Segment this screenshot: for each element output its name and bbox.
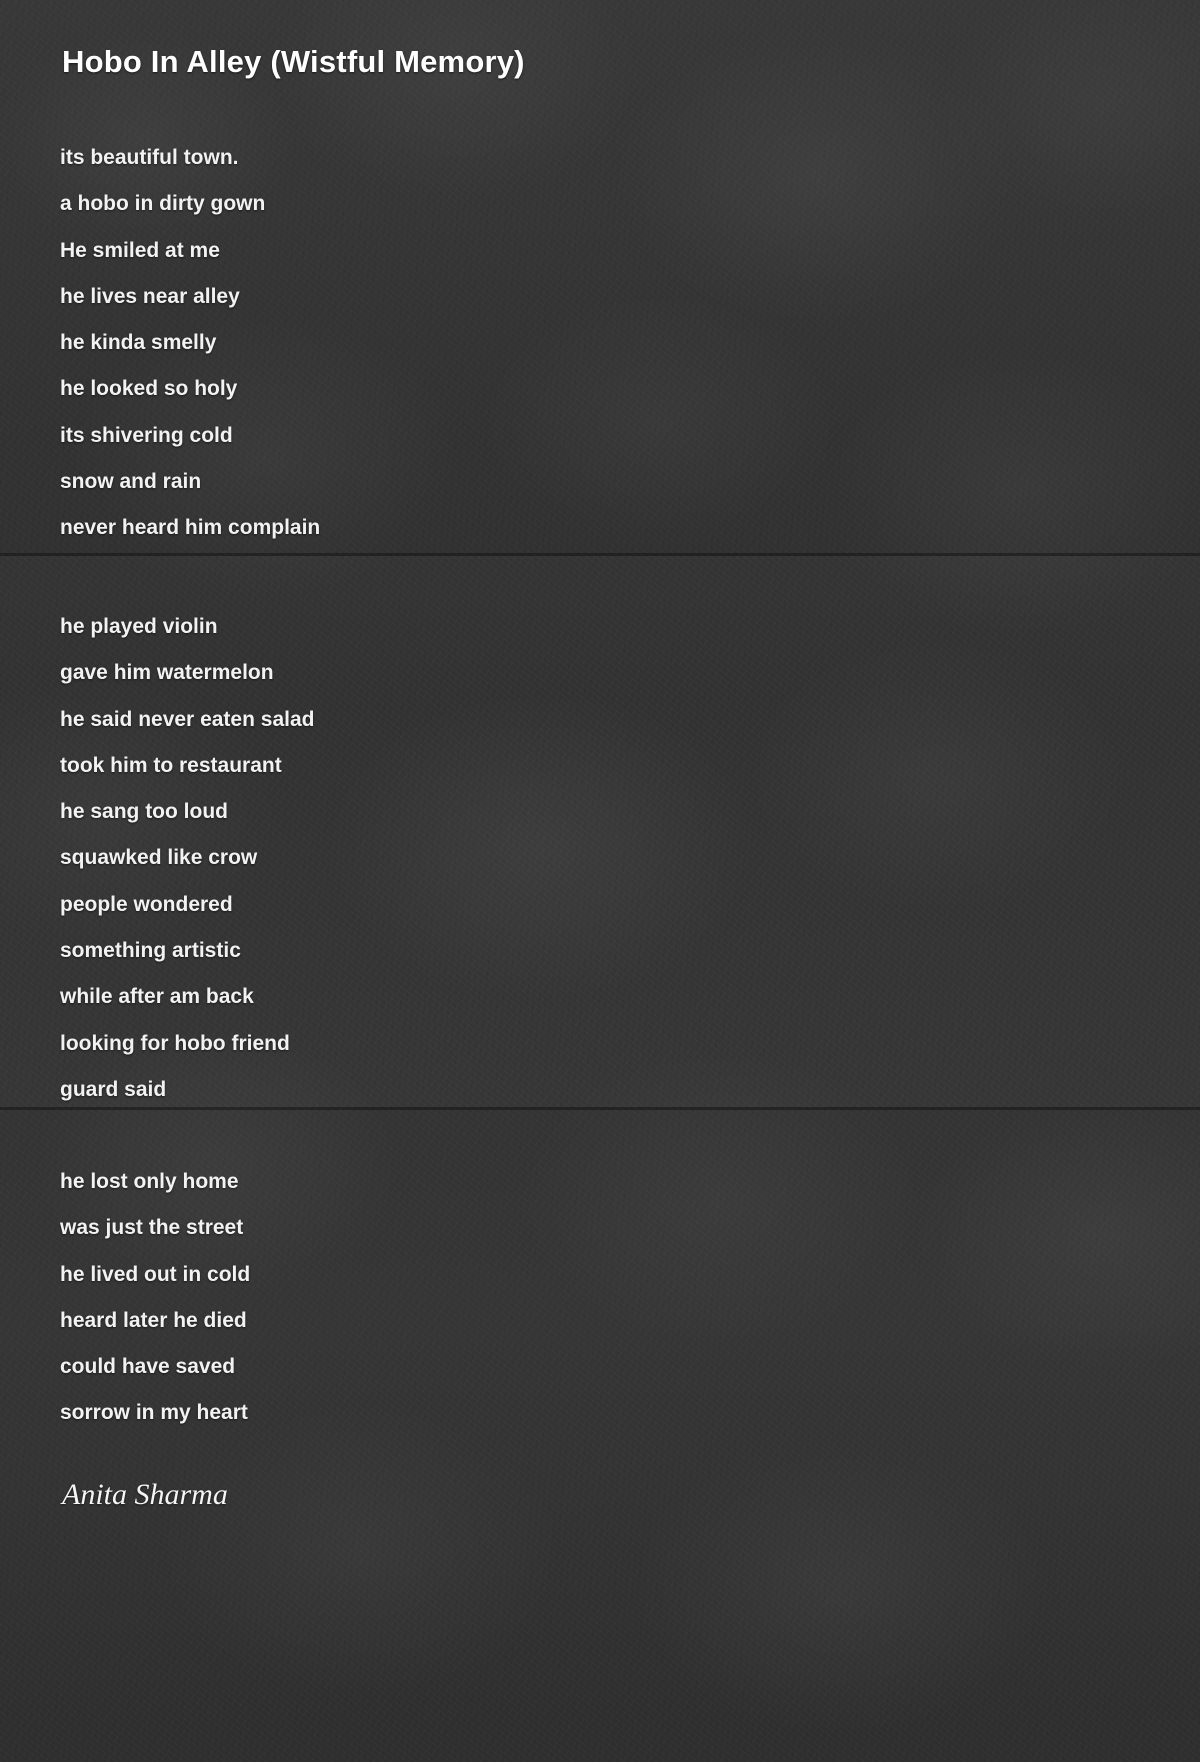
poem-line: looking for hobo friend: [60, 1031, 290, 1055]
poem-line: he said never eaten salad: [60, 707, 315, 731]
poem-line: its shivering cold: [60, 423, 233, 447]
poem-line: he sang too loud: [60, 800, 228, 824]
author-name: Anita Sharma: [62, 1478, 228, 1511]
poem-line: its beautiful town.: [60, 146, 239, 169]
poem-line: heard later he died: [60, 1308, 247, 1332]
poem-line: took him to restaurant: [60, 753, 282, 777]
stanza-1: [60, 135, 320, 552]
poem-line: something artistic: [60, 939, 241, 963]
poem-line: he kinda smelly: [60, 331, 217, 355]
stanza-3: [60, 1159, 250, 1437]
poem-line: he lost only home: [60, 1170, 239, 1193]
poem-line: never heard him complain: [60, 516, 321, 540]
poem-line: he lives near alley: [60, 284, 240, 308]
poem-line: while after am back: [60, 985, 254, 1009]
poem-line: he lived out in cold: [60, 1262, 251, 1286]
poem-line: gave him watermelon: [60, 661, 274, 685]
poem-line: he looked so holy: [60, 377, 238, 401]
poem-line: was just the street: [60, 1216, 244, 1240]
poem-line: could have saved: [60, 1355, 236, 1379]
poem-line: squawked like crow: [60, 846, 258, 870]
poem-line: people wondered: [60, 892, 233, 916]
page-title: Hobo In Alley (Wistful Memory): [62, 44, 525, 79]
band-divider-upper: [0, 553, 1200, 556]
stanza-2: [60, 604, 314, 1113]
poem-line: He smiled at me: [60, 238, 220, 262]
poem-line: a hobo in dirty gown: [60, 192, 266, 216]
poem-line: snow and rain: [60, 470, 202, 494]
poem-line: guard said: [60, 1077, 167, 1101]
poem-line: he played violin: [60, 615, 218, 638]
poem-line: sorrow in my heart: [60, 1401, 248, 1425]
